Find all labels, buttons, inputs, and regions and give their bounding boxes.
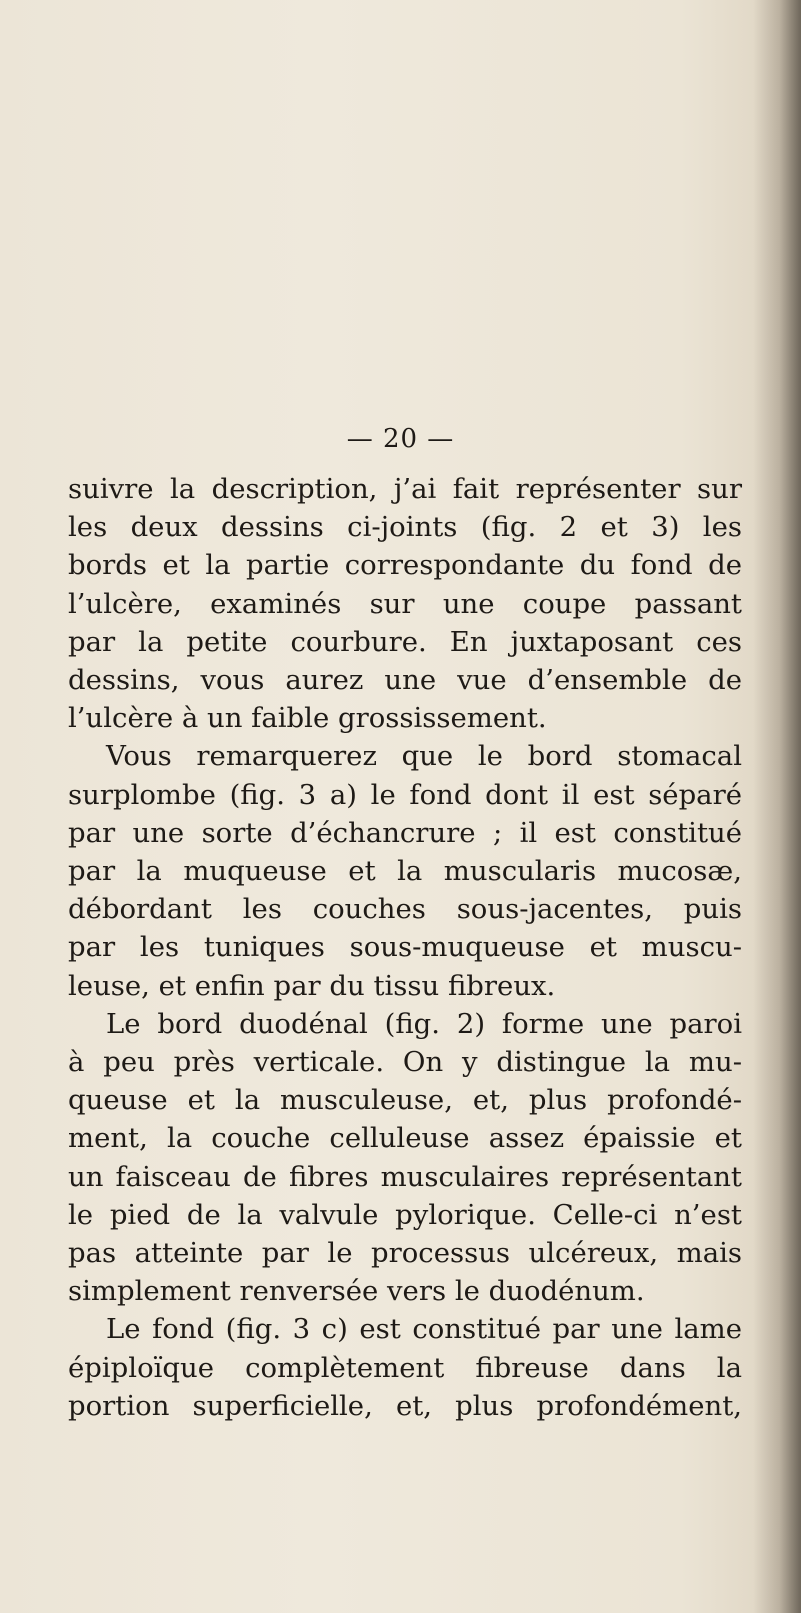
text-line: l’ulcère à un faible grossissement. [68, 702, 547, 735]
text-line: portion superficielle, et, plus profondément, [68, 1389, 742, 1422]
text-line: débordant les couches sous-jacentes, puis [68, 893, 742, 926]
text-line: le pied de la valvule pylorique. Celle-ci n’est [68, 1198, 742, 1231]
text-line: par la muqueuse et la muscularis mucosæ, [68, 855, 742, 888]
text-line: ment, la couche celluleuse assez épaissie et [68, 1122, 742, 1155]
text-line: Vous remarquerez que le bord stomacal [106, 740, 742, 773]
text-line: épiploïque complètement fibreuse dans la [68, 1351, 742, 1384]
page-gutter-shadow [753, 0, 801, 1613]
text-line: simplement renversée vers le duodénum. [68, 1275, 645, 1308]
text-line: surplombe (fig. 3 a) le fond dont il est séparé [68, 778, 742, 811]
text-line: queuse et la musculeuse, et, plus profondé- [68, 1084, 742, 1117]
body-paragraphs [68, 470, 742, 1425]
text-line: par la petite courbure. En juxtaposant ces [68, 625, 742, 658]
text-line: bords et la partie correspondante du fond de [68, 549, 742, 582]
text-line: par les tuniques sous-muqueuse et muscu- [68, 931, 742, 964]
text-line: par une sorte d’échancrure ; il est constitué [68, 816, 742, 849]
page-number-header: — 20 — [346, 424, 455, 454]
text-line: leuse, et enfin par du tissu fibreux. [68, 969, 556, 1002]
text-line: à peu près verticale. On y distingue la mu- [68, 1046, 742, 1079]
text-line: Le fond (fig. 3 c) est constitué par une lame [106, 1313, 742, 1346]
text-line: un faisceau de fibres musculaires représentant [68, 1160, 742, 1193]
text-line: pas atteinte par le processus ulcéreux, mais [68, 1237, 742, 1270]
text-line: dessins, vous aurez une vue d’ensemble de [68, 664, 742, 697]
text-line: suivre la description, j’ai fait représenter sur [68, 473, 742, 505]
text-line: l’ulcère, examinés sur une coupe passant [68, 587, 742, 620]
text-line: Le bord duodénal (fig. 2) forme une paroi [106, 1007, 742, 1040]
text-line: les deux dessins ci-joints (fig. 2 et 3) les [68, 511, 742, 544]
